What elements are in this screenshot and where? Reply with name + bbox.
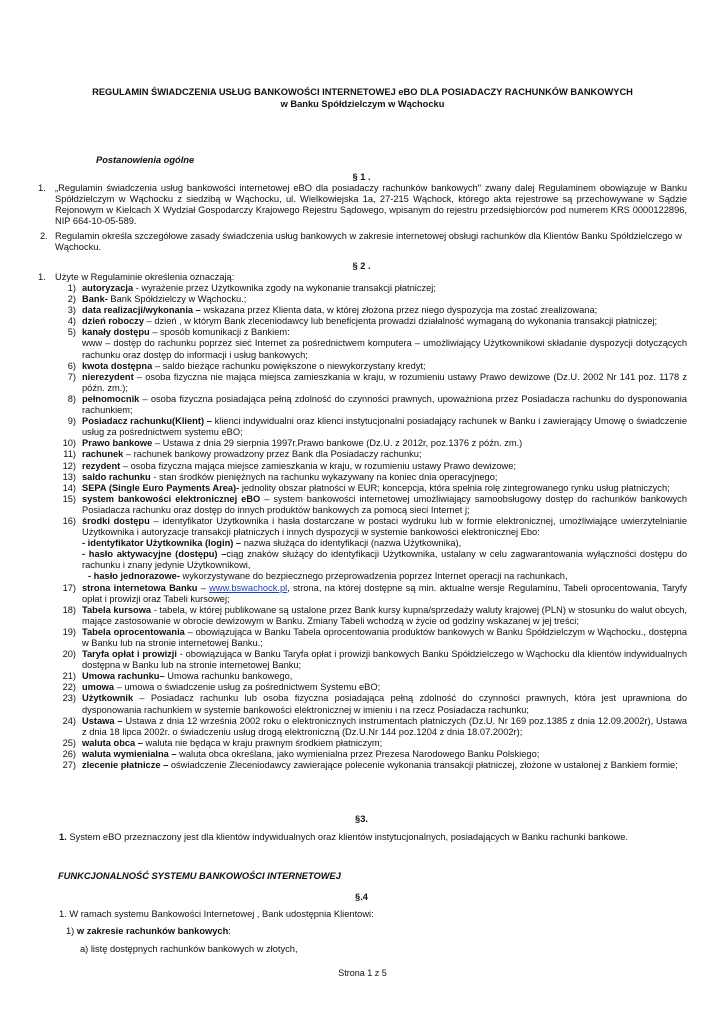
definition-item [55,516,687,583]
par4-line-2-number: 1) [66,926,75,936]
paragraph-4-label: §.4 [355,892,368,902]
access-means-subitem [82,538,687,549]
definition-number: 2) [67,294,76,305]
definition-number: 17) [62,582,76,593]
definition-text [82,394,687,416]
definition-body: – Ustawa z dnia 29 sierpnia 1997r.Prawo bankowe (Dz.U. z 2012r, poz.1376 z późn. zm.) [152,438,523,449]
definition-body: waluta nie będąca w kraju prawnym środkiem płatniczym; [142,737,383,748]
definition-term: Tabela oprocentowania [82,626,185,637]
definition-text [82,283,687,294]
definition-text [82,749,687,760]
definition-item [55,316,687,327]
definition-item [55,461,687,472]
definition-term: kwota dostępna [82,360,153,371]
definition-body: – osoba fizyczna mająca miejsce zamieszkania w kraju, w rozumieniu ustawy Prawo dewizowe; [120,460,517,471]
paragraph-2-label: § 2 . [352,261,371,271]
definition-number: 25) [62,737,76,748]
definition-number: 4) [67,316,76,327]
title-line-1: REGULAMIN ŚWIADCZENIA USŁUG BANKOWOŚCI INTERNETOWEJ eBO DLA POSIADACZY RACHUNKÓW BANKOWYCH [92,87,633,97]
access-means-subitem [82,571,687,582]
definition-item [55,583,687,605]
definition-number: 3) [67,305,76,316]
par1-point-2: Regulamin określa szczegółowe zasady świadczenia usług bankowych w zakresie internetowej obsługi rachunków dla Klientów Banku Spółdzielczego w Wąchocku. [55,231,682,253]
definition-text [82,738,687,749]
section-heading-general: Postanowienia ogólne [96,155,195,165]
definition-item [55,416,687,438]
definition-number: 11) [63,449,76,460]
definition-term: waluta obca – [82,737,143,748]
definition-text [82,682,687,693]
section-heading-functionality: FUNKCJONALNOŚĆ SYSTEMU BANKOWOŚCI INTERNETOWEJ [58,871,341,881]
definition-body: – identyfikator Użytkownika i hasła dostarczane w postaci wydruku lub w formie elektronicznej, umożliwiające uwierzytelnianie Użytkownika i autoryzacje transakcji płatniczych i innych dyspozycji w systemie bankowości elektronicznej Ebo: [82,515,687,538]
par4-line-2 [66,926,686,937]
definition-body: – dzień , w którym Bank zleceniodawcy lub beneficjenta prowadzi działalność wymaganą do wykonania transakcji płatniczej; [144,316,658,327]
definition-text [82,361,687,372]
definition-item [55,649,687,671]
par1-point-2-number: 2. [40,231,48,241]
definition-item [55,682,687,693]
definition-number: 21) [62,671,76,682]
definition-term: saldo rachunku [82,471,151,482]
definition-number: 16) [62,515,76,526]
definition-term: strona internetowa Banku [82,582,198,593]
definition-text [82,760,687,771]
definition-number: 14) [62,482,76,493]
definition-number: 27) [62,760,76,771]
definition-number: 6) [67,360,76,371]
definition-term: Prawo bankowe [82,438,153,449]
definition-body: – osoba fizyczna posiadająca pełną zdolność do czynności prawnych, upoważniona przez Posiadacza rachunku do dysponowania rachunkiem; [82,393,687,416]
definition-term: umowa [82,682,115,693]
definition-text [82,416,687,438]
definition-item [55,760,687,771]
definition-item [55,749,687,760]
definition-body: – system bankowości internetowej umożliwiający samoobsługowy dostęp do rachunków bankowych Posiadacza rachunku oraz dostęp do innych produktów bankowych za pomocą sieci Internet j; [82,493,688,515]
definition-text [82,372,687,394]
title-line-2: w Banku Spółdzielczym w Wąchocku [280,98,445,109]
definition-text [82,583,687,605]
definition-body-continued: , strona, na której dostępne są min. aktualne wersje Regulaminu, Tabeli oprocentowania, Taryfy opłat i prowizji oraz Tabeli kursowej; [82,582,687,604]
definition-number: 24) [62,715,76,726]
definition-term: Bank- [82,294,108,305]
paragraph-1-label: § 1 . [352,172,371,182]
definition-term: nierezydent [82,371,134,382]
access-means-term: - hasło jednorazowe- [88,571,180,582]
definition-body: waluta obca określana, jako wymienialna przez Prezesa Narodowego Banku Polskiego; [176,748,540,759]
definition-item [55,283,687,294]
definition-item [55,449,687,460]
definition-item [55,716,687,738]
definition-number: 22) [62,682,76,693]
definition-body: Bank Spółdzielczy w Wąchocku.; [107,294,247,305]
definition-body: - tabela, w której publikowane są ustalone przez Bank kursy kupna/sprzedaży waluty krajowej (PLN) w stosunku do walut obcych, mające zastosowanie w obrocie dewizowym w Banku. Zmiany Tabeli wchodzą w życie od godziny wskazanej w jej treści; [82,604,687,626]
definitions-list [55,283,687,771]
definition-text [82,305,687,316]
definition-body: - stan środków pieniężnych na rachunku wykazywany na koniec dnia operacyjnego; [150,471,498,482]
par3-point-1-text: System eBO przeznaczony jest dla klientów indywidualnych oraz klientów instytucjonalnych, posiadających w Banku rachunki bankowe. [66,832,628,842]
definition-number: 10) [62,438,76,449]
definition-term: Ustawa – [82,715,123,726]
definition-body: – saldo bieżące rachunku powiększone o niewykorzystany kredyt; [152,360,426,371]
par4-line-3: a) listę dostępnych rachunków bankowych w złotych, [80,944,298,954]
definition-item [55,483,687,494]
page-footer: Strona 1 z 5 [338,968,387,978]
definition-item [55,738,687,749]
definition-number: 20) [62,649,76,660]
definition-text [82,472,687,483]
definition-item [55,605,687,627]
definition-item [55,627,687,649]
definition-term: zlecenie płatnicze – [82,760,169,771]
paragraph-3-label: §3. [355,814,368,824]
definition-term: dzień roboczy [82,316,144,327]
definition-number: 19) [62,626,76,637]
par2-intro: Użyte w Regulaminie określenia oznaczają: [55,272,235,282]
definition-item [55,327,687,360]
definition-body: – umowa o świadczenie usług za pośrednictwem Systemu eBO; [114,682,381,693]
document-title [40,87,685,110]
definition-item [55,305,687,316]
definition-text [82,627,687,649]
definition-body: - wyrażenie przez Użytkownika zgody na wykonanie transakcji płatniczej; [133,283,436,293]
definition-number: 13) [62,471,76,482]
definition-text [82,693,687,715]
definition-item [55,671,687,682]
definition-number: 8) [67,393,76,404]
definition-number: 12) [62,460,76,471]
definition-term: Posiadacz rachunku(Klient) – [82,416,212,427]
definition-term: rezydent [82,460,121,471]
definition-text [82,294,687,305]
definition-text [82,449,687,460]
par4-line-1: 1. W ramach systemu Bankowości Internetowej , Bank udostępnia Klientowi: [59,909,374,919]
definition-number: 9) [67,416,76,427]
definition-body: jednolity obszar płatności w EUR; koncepcja, która spełnia rolę zintegrowanego rynku usług płatniczych; [239,482,670,493]
definition-number: 5) [67,327,76,338]
definition-text [82,316,687,327]
definition-body: klienci indywidualni oraz klienci instytucjonalni posiadający rachunek w Banku i zawierający Umowę o świadczenie usług za pośrednictwem systemu eBO; [82,416,687,438]
definition-body: – sposób komunikacji z Bankiem: [149,327,290,338]
definition-text [82,671,687,682]
definition-term: autoryzacja [82,283,134,293]
definition-body: – Posiadacz rachunku lub osoba fizyczna posiadająca pełną zdolność do czynności prawnych, która jest uprawniona do dysponowania rachunkiem w systemie bankowości elektronicznej w imieniu i na rzecz Posiadacza rachunku; [82,693,687,715]
access-means-text: nazwa służąca do identyfikacji (nazwa Użytkownika), [241,538,462,549]
definition-number: 23) [62,693,76,704]
definition-item [55,361,687,372]
definition-term: kanały dostępu [82,327,150,338]
par4-line-2-rest: : [228,926,231,936]
definition-body: – osoba fizyczna nie mająca miejsca zamieszkania w kraju, w rozumieniu ustawy Prawo dewizowe (Dz.U. 2002 Nr 141 poz. 1178 z późn. zm.); [82,371,687,393]
definition-body: Ustawa z dnia 12 września 2002 roku o elektronicznych instrumentach płatniczych (Dz.U. Nr 169 poz.1385 z dnia 12.09.2002r), Ustawa z dnia 18 lipca 2002r. o świadczeniu usług drogą elektroniczną (Dz.U.Nr 144 poz.1204 z dnia 18.07.2002r); [82,715,688,737]
definition-text [82,438,687,449]
definition-item [55,372,687,394]
access-means-text: wykorzystywane do bezpiecznego przeprowadzenia poprzez Internet operacji na rachunkach, [179,571,568,582]
definition-body: – rachunek bankowy prowadzony przez Bank dla Posiadaczy rachunku; [123,449,422,460]
bank-website-link[interactable]: www.bswachock.pl [209,582,288,593]
definition-text [82,605,687,627]
definition-term: rachunek [82,449,124,460]
definition-term: waluta wymienialna – [82,748,177,759]
definition-body: - obowiązująca w Banku Taryfa opłat i prowizji bankowych Banku Spółdzielczego w Wąchocku dla klientów indywidualnych dostępna w Banku lub na stronie internetowej Banku; [82,649,687,671]
definition-item [55,494,687,516]
definition-number: 1) [67,283,76,293]
definition-item [55,438,687,449]
definition-body: – obowiązująca w Banku Tabela oprocentowania produktów bankowych w Banku Spółdzielczym w Wąchocku., dostępna w Banku lub na stronie internetowej Banku.; [82,626,687,648]
definition-number: 15) [62,493,76,504]
par2-intro-number: 1. [38,272,46,282]
definition-text [82,494,687,516]
definition-item [55,394,687,416]
definition-term: Umowa rachunku– [82,671,165,682]
par1-point-1: „Regulamin świadczenia usług bankowości internetowej eBO dla posiadaczy rachunków bankowych" zwany dalej Regulaminem obowiązuje w Banku Spółdzielczym w Wąchocku z siedzibą w Wąchocku, ul. Wielkowiejska 1a, 27-215 Wąchock, którego akta rejestrowe są przechowywane w Sądzie Rejonowym w Kielcach X Wydział Gospodarczy Krajowego Rejestru Sądowego, wpisanym do rejestru przedsiębiorców pod numerem KRS 0000122896, NIP 664-10-05-589. [55,183,687,227]
definition-text [82,649,687,671]
definition-term: system bankowości elektronicznej eBO [82,493,261,504]
definition-term: data realizacji/wykonania – [82,305,201,316]
definition-number: 26) [62,748,76,759]
definition-text [82,327,687,360]
access-means-text: ciąg znaków służący do identyfikacji Użytkownika, ustalany w celu zagwarantowania wyłączności dostępu do rachunku i znany jedynie Użytkownikowi, [82,549,687,571]
par4-line-2-bold: w zakresie rachunków bankowych [76,926,229,936]
definition-term: Tabela kursowa [82,604,152,615]
definition-body: oświadczenie Zleceniodawcy zawierające polecenie wykonania transakcji płatniczej, złożone w ustalonej z Bankiem formie; [168,760,678,771]
par1-point-1-number: 1. [38,183,46,193]
definition-text [82,483,687,494]
definition-extra: www – dostęp do rachunku poprzez sieć Internet za pośrednictwem komputera – umożliwiający Użytkownikowi składanie dyspozycji dotyczących rachunku oraz dostęp do informacji i usług bankowych; [82,338,687,360]
definition-term: Taryfa opłat i prowizji [82,649,177,660]
par3-point-1 [59,832,689,843]
par3-point-1-number: 1. [59,832,67,842]
access-means-subitem [82,549,687,571]
definition-number: 18) [62,604,76,615]
definition-text [82,461,687,472]
definition-term: środki dostępu [82,515,150,526]
definition-body: wskazana przez Klienta data, w której złożona przez niego dyspozycja ma zostać zrealizowana; [200,305,598,316]
definition-item [55,472,687,483]
definition-text [82,716,687,738]
definition-term: Użytkownik [82,693,134,704]
definition-term: pełnomocnik [82,393,140,404]
definition-number: 7) [67,371,76,382]
definition-item [55,693,687,715]
definition-body: – [197,582,206,593]
definition-term: SEPA (Single Euro Payments Area)- [82,482,240,493]
access-means-term: - identyfikator Użytkownika (login) – [82,538,242,549]
definition-body: Umowa rachunku bankowego, [164,671,293,682]
definition-text [82,516,687,583]
access-means-term: - hasło aktywacyjne (dostępu) – [82,549,227,560]
definition-item [55,294,687,305]
